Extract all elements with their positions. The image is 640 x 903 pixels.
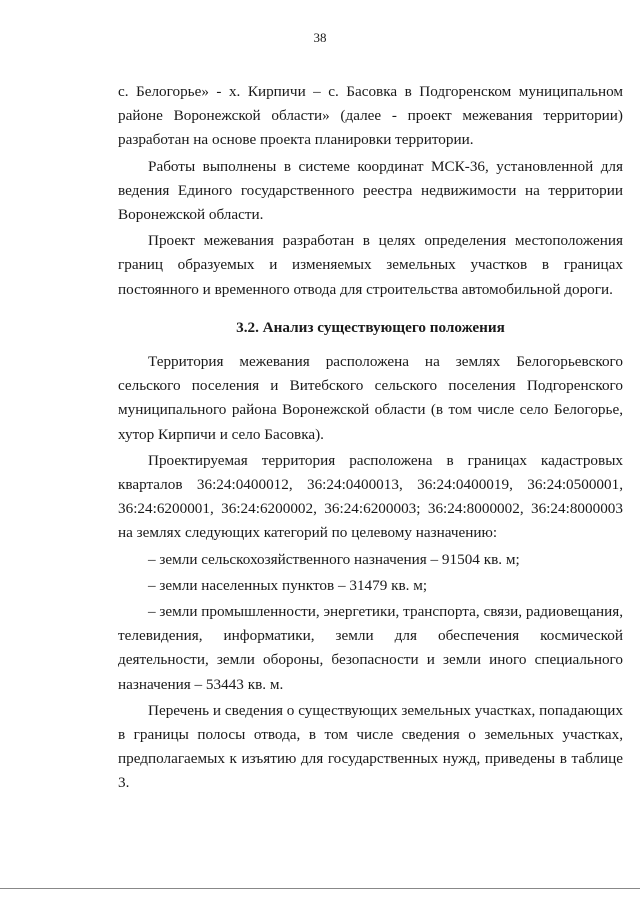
list-item: – земли сельскохозяйственного назначения – 91504 кв. м; <box>148 550 520 568</box>
page-number: 38 <box>313 30 327 45</box>
list-item: – земли населенных пунктов – 31479 кв. м; <box>148 576 428 594</box>
paragraph-cadastral: Проектируемая территория расположена в границах кадастровых кварталов 36:24:0400012, 36:24:0400013, 36:24:0400019, 36:24:0500001, 36:24:6200001, 36:24:6200002, 36:24:6200003; 36:24:8000002, 36:24:8000003 на землях следующих категорий по целевому назначению: <box>118 451 623 542</box>
document-body <box>118 80 623 798</box>
paragraph-intro: с. Белогорье» - х. Кирпичи – с. Басовка в Подгоренском муниципальном районе Воронежской области» (далее - проект межевания территории) разработан на основе проекта планировки территории. <box>118 83 623 149</box>
paragraph-purpose: Проект межевания разработан в целях определения местоположения границ образуемых и изменяемых земельных участков в границах постоянного и временного отвода для строительства автомобильной дороги. <box>118 232 623 298</box>
paragraph-territory: Территория межевания расположена на землях Белогорьевского сельского поселения и Витебского сельского поселения Подгоренского муниципального района Воронежской области (в том числе село Белогорье, хутор Кирпичи и село Басовка). <box>118 353 623 443</box>
paragraph-coordinates: Работы выполнены в системе координат МСК-36, установленной для ведения Единого государственного реестра недвижимости на территории Воронежской области. <box>118 157 623 224</box>
list-item: – земли промышленности, энергетики, транспорта, связи, радиовещания, телевидения, информатики, земли для обеспечения космической деятельности, земли обороны, безопасности и земли иного специального назначения – 53443 кв. м. <box>118 603 623 693</box>
section-heading: 3.2. Анализ существующего положения <box>236 318 505 336</box>
paragraph-table-reference: Перечень и сведения о существующих земельных участках, попадающих в границы полосы отвода, в том числе сведения о земельных участках, предполагаемых к изъятию для государственных нужд, приведены в таблице 3. <box>118 701 623 792</box>
bottom-divider <box>0 888 640 889</box>
